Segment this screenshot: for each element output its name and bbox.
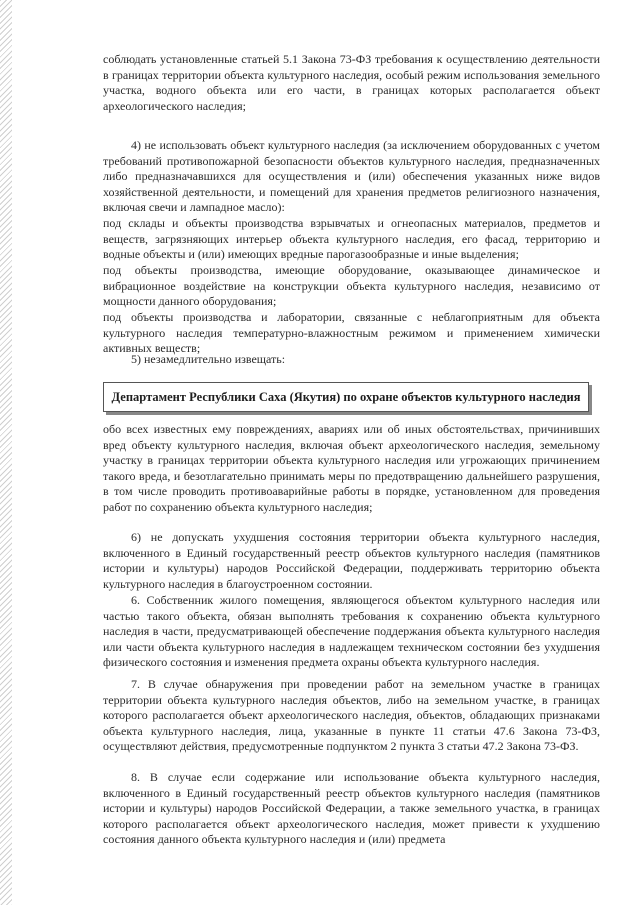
paragraph-item-5: 5) незамедлительно извещать:: [131, 352, 286, 366]
paragraph-section-8: 8. В случае если содержание или использование объекта культурного наследия, включенного в Единый государственный реестр объектов культурного наследия (памятников истории и культуры) народов Российской Федерации, а также земельного участка, в границах которого располагается объект археологического наследия, может привести к ухудшению состояния данного объекта культурного наследия и (или) предмета: [103, 770, 600, 847]
paragraph-section-7: 7. В случае обнаружения при проведении работ на земельном участке в границах территории объекта культурного наследия объектов, либо на земельном участке, в границах которого располагается объект археологического наследия, объектов, обладающих признаками объекта культурного наследия, лица, указанные в пункте 11 статьи 47.6 Закона 73-ФЗ, осуществляют действия, предусмотренные подпунктом 2 пункта 3 статьи 47.2 Закона 73-ФЗ.: [103, 677, 600, 754]
paragraph-notify-damage: обо всех известных ему повреждениях, авариях или об иных обстоятельствах, причинивших вред объекту культурного наследия, включая объект археологического наследия, земельному участку в границах территории объекта культурного наследия или угрожающих причинением такого вреда, и безотлагательно принимать меры по предотвращению дальнейшего разрушения, в том числе проводить противоаварийные работы в порядке, установленном для проведения работ по сохранению объекта культурного наследия;: [103, 422, 600, 514]
paragraph-item-4: 4) не использовать объект культурного наследия (за исключением оборудованных с учетом требований противопожарной безопасности объектов культурного наследия, предназначенных либо предназначавшихся для осуществления и (или) обеспечения указанных ниже видов хозяйственной деятельности, и помещений для хранения предметов религиозного назначения, включая свечи и лампадное масло):: [103, 138, 600, 215]
paragraph-section-6: 6. Собственник жилого помещения, являющегося объектом культурного наследия или частью такого объекта, обязан выполнять требования к сохранению объекта культурного наследия в части, предусматривающей обеспечение поддержания объекта культурного наследия или части объекта культурного наследия в надлежащем техническом состоянии без ухудшения физического состояния и изменения предмета охраны объекта культурного наследия.: [103, 593, 600, 670]
paragraph-laboratories: под объекты производства и лаборатории, связанные с неблагоприятным для объекта культурного наследия температурно-влажностным режимом и применением химически активных веществ;: [103, 310, 600, 356]
paragraph-production: под объекты производства, имеющие оборудование, оказывающее динамическое и вибрационное воздействие на конструкции объекта культурного наследия, независимо от мощности данного оборудования;: [103, 263, 600, 309]
paragraph-warehouses: под склады и объекты производства взрывчатых и огнеопасных материалов, предметов и веществ, загрязняющих интерьер объекта культурного наследия, его фасад, территорию и водные объекты и (или) имеющих вредные парогазообразные и иные выделения;: [103, 216, 600, 262]
department-stamp: [103, 382, 589, 412]
department-stamp-text: Департамент Республики Саха (Якутия) по охране объектов культурного наследия: [111, 389, 581, 404]
paragraph-item-6: 6) не допускать ухудшения состояния территории объекта культурного наследия, включенного в Единый государственный реестр объектов культурного наследия (памятников истории и культуры) народов Российской Федерации, поддерживать территорию объекта культурного наследия в благоустроенном состоянии.: [103, 530, 600, 591]
paragraph-continuation: соблюдать установленные статьей 5.1 Закона 73-ФЗ требования к осуществлению деятельности в границах территории объекта культурного наследия, особый режим использования земельного участка, водного объекта или его части, в границах которых располагается объект археологического наследия;: [103, 52, 600, 113]
